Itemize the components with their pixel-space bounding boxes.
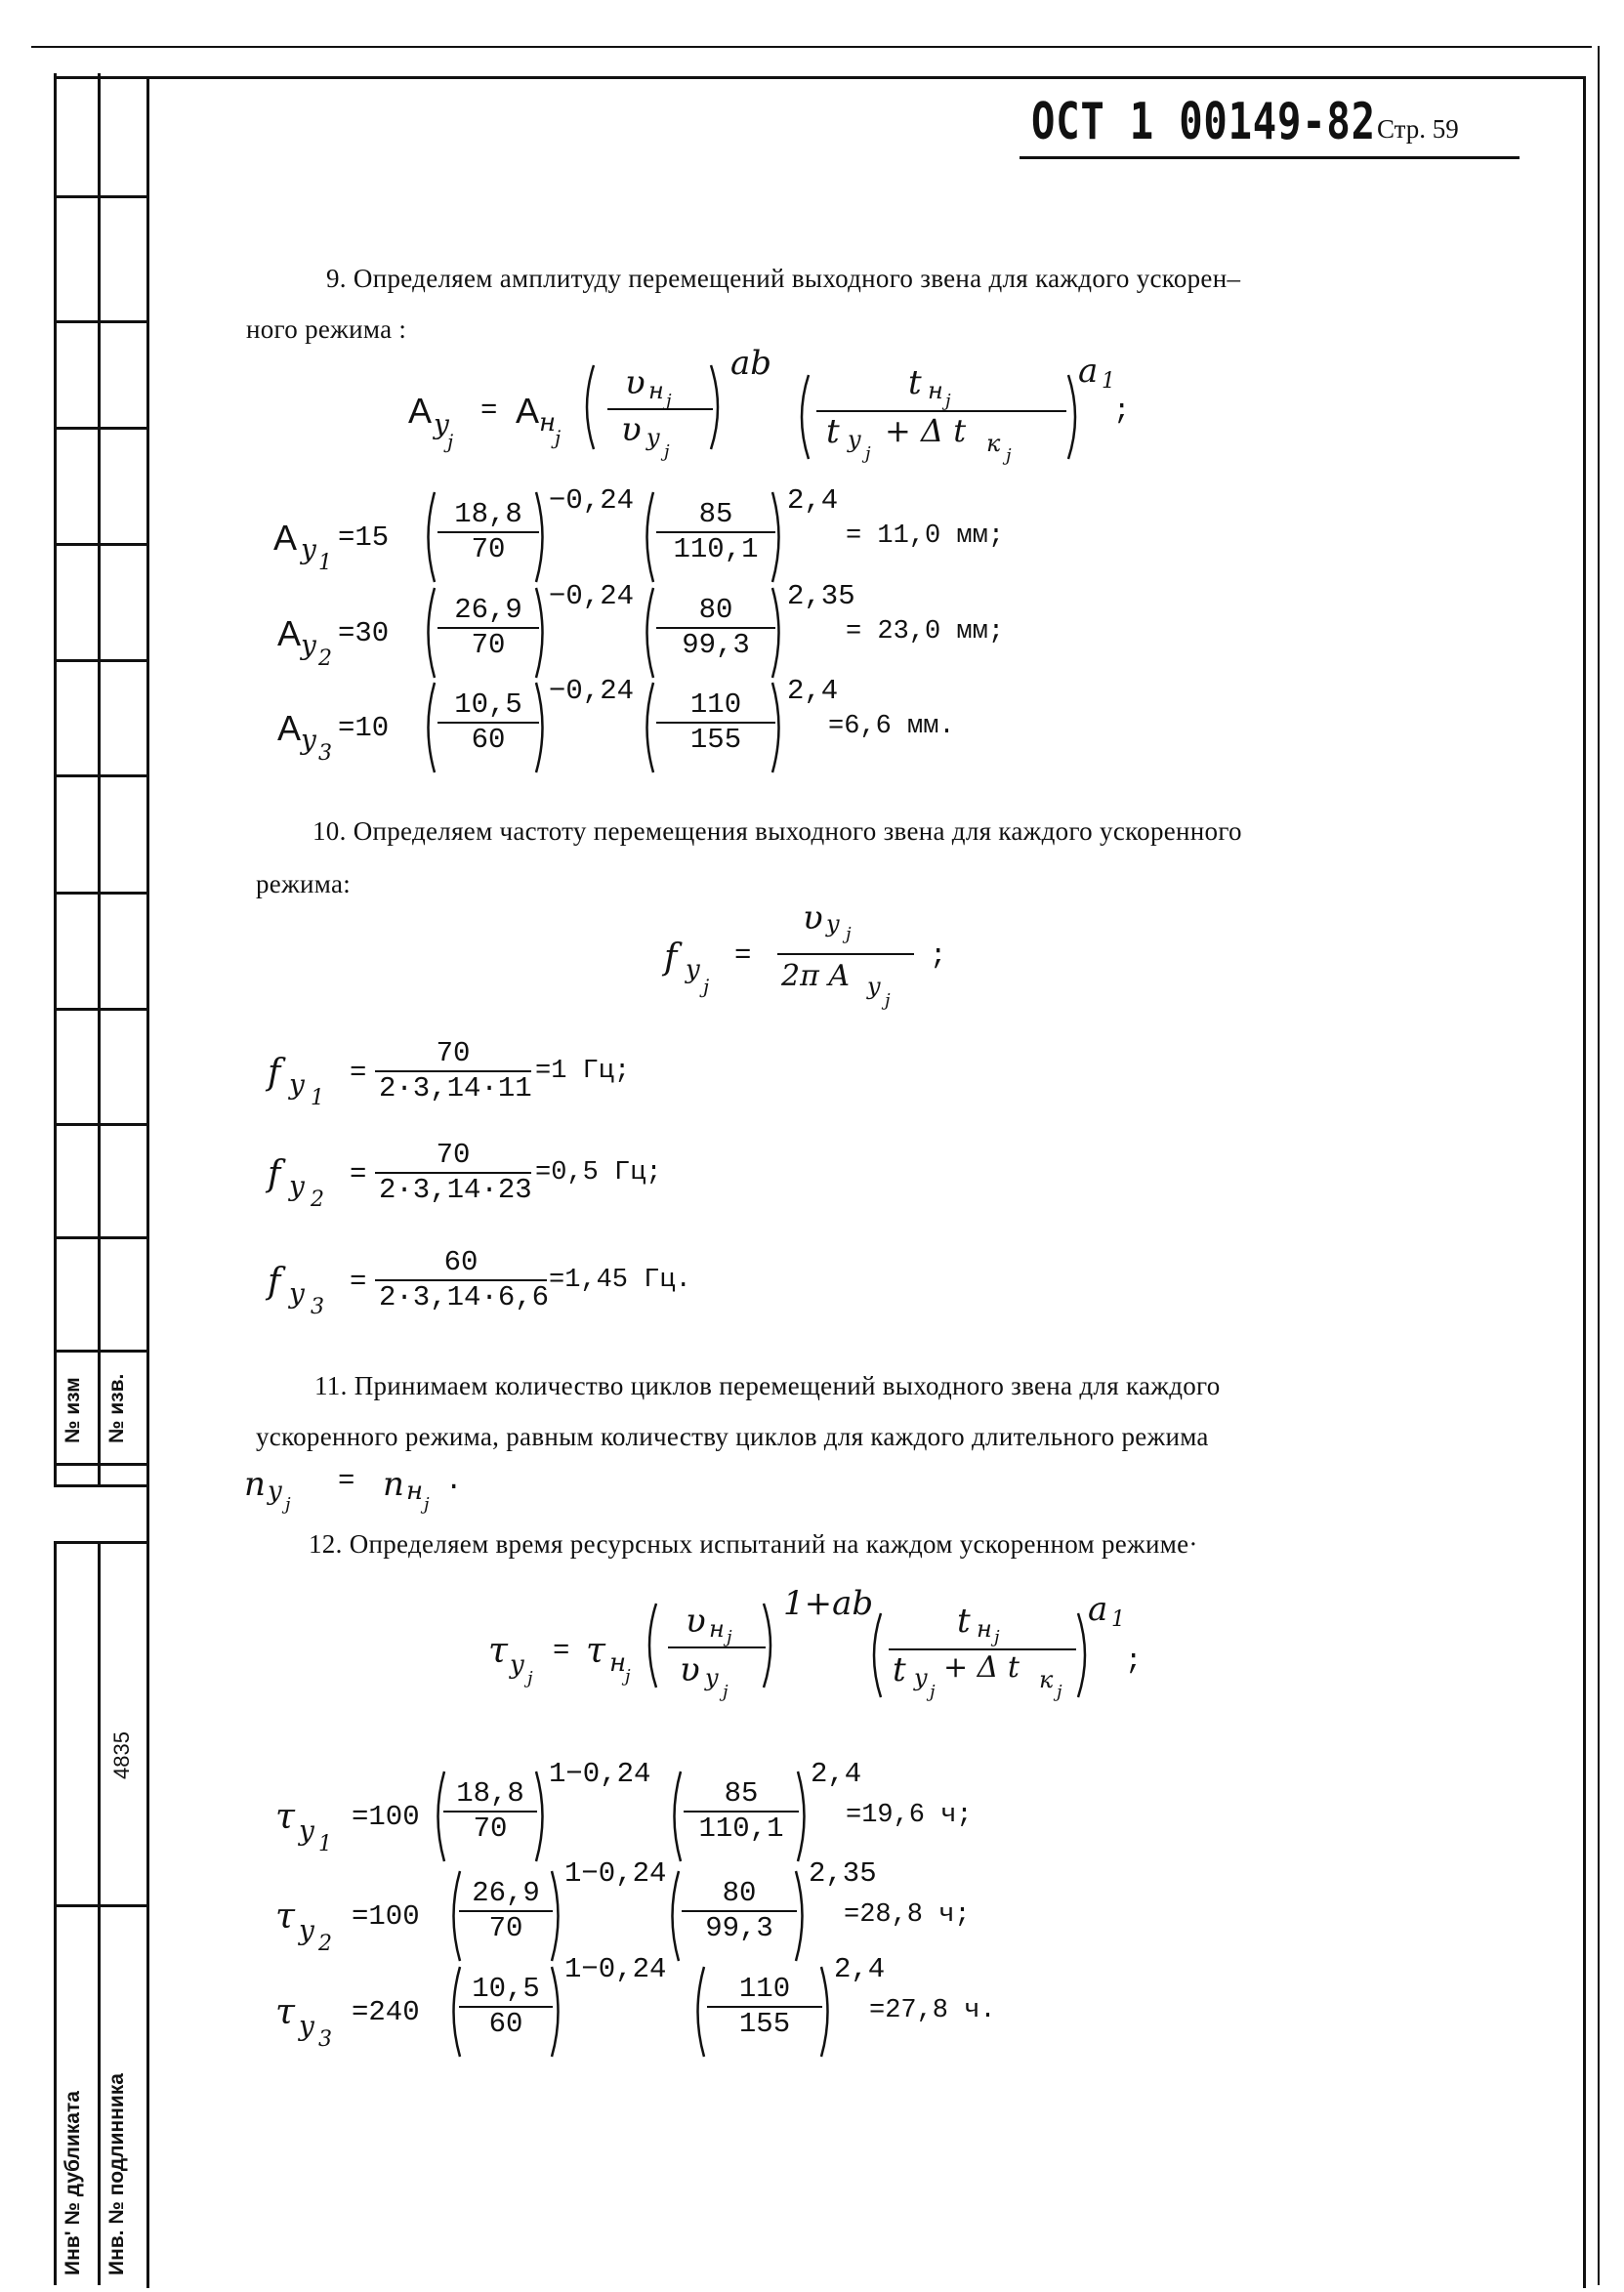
left-paren (420, 490, 437, 584)
row-index: 2 (318, 646, 332, 671)
row-coefficient: =10 (338, 712, 390, 744)
fraction (375, 1037, 531, 1105)
side-orig-number: 4835 (109, 1731, 134, 1779)
fraction-denominator: 110,1 (673, 533, 759, 565)
fraction-numerator: 80 (682, 1877, 797, 1912)
margin-row-line (54, 774, 146, 777)
fraction-denominator: 60 (471, 724, 506, 756)
margin-gap (54, 1484, 146, 1541)
margin-row-line (54, 1904, 146, 1907)
fraction-2 (656, 498, 775, 566)
exponent-1: −0,24 (549, 580, 635, 612)
row-result: =28,8 ч; (844, 1900, 971, 1930)
fraction-1 (443, 1777, 537, 1846)
fraction-denominator: 110,1 (698, 1813, 784, 1845)
row-symbol: A (273, 518, 298, 558)
fraction-numerator: 70 (375, 1139, 531, 1174)
row-symbol: f (268, 1262, 281, 1302)
row-result: =19,6 ч; (846, 1801, 973, 1830)
left-paren (578, 363, 598, 451)
row-symbol: f (268, 1053, 281, 1093)
fraction-2 (656, 594, 775, 662)
left-paren (641, 1602, 660, 1689)
right-paren (770, 586, 787, 680)
margin-row-line (54, 543, 146, 546)
fraction-denominator: 2·3,14·11 (379, 1072, 532, 1104)
row-subscript: y (299, 2010, 314, 2042)
exponent-1: −0,24 (549, 675, 635, 707)
page-number: Стр. 59 (1377, 114, 1459, 144)
right-paren (707, 363, 727, 451)
row-result: =0,5 Гц; (535, 1158, 662, 1188)
fraction-1 (459, 1973, 553, 2041)
p11-line2: ускоренного режима, равным количеству циклов для каждого длительного режима (256, 1422, 1209, 1451)
header-underline (1020, 156, 1520, 159)
row-index: 1 (318, 1832, 332, 1856)
margin-row-line (54, 1008, 146, 1011)
fraction-numerator: 60 (375, 1246, 547, 1281)
p9-line2: ного режима : (246, 314, 407, 344)
standard-number: ОСТ 1 00149-82 (1031, 93, 1376, 151)
fraction-denominator: 70 (471, 629, 506, 661)
fraction-1 (437, 498, 539, 566)
row-coefficient: =15 (338, 521, 390, 554)
fraction-denominator: 70 (473, 1813, 508, 1845)
fraction-bar (777, 953, 914, 955)
margin-row-line (54, 1236, 146, 1239)
fraction-numerator: 10,5 (437, 688, 539, 724)
outer-right-rule (1598, 46, 1600, 2285)
fraction-denominator: 99,3 (705, 1912, 773, 1944)
fraction-1 (459, 1877, 553, 1945)
row-symbol: A (277, 613, 302, 653)
fraction-1 (437, 594, 539, 662)
fraction-denominator: 155 (738, 2008, 791, 2040)
fraction-numerator: 10,5 (459, 1973, 553, 2008)
left-paren (639, 490, 656, 584)
exponent-2: 2,4 (787, 484, 839, 517)
p10-line1: 10. Определяем частоту перемещения выходного звена для каждого ускоренного (312, 816, 1242, 846)
exponent-2: 2,35 (809, 1857, 877, 1890)
row-coefficient: =30 (338, 617, 390, 649)
row-equals: = (350, 1158, 367, 1190)
row-coefficient: =100 (352, 1900, 420, 1933)
margin-row-line (54, 1350, 146, 1353)
fraction-denominator: 60 (488, 2008, 523, 2040)
exponent-1: 1−0,24 (549, 1758, 651, 1790)
left-paren (865, 1611, 885, 1699)
margin-row-line (54, 1463, 146, 1466)
fraction (375, 1139, 531, 1207)
p12-line1: 12. Определяем время ресурсных испытаний на каждом ускоренном режиме· (309, 1529, 1198, 1559)
left-paren (420, 586, 437, 680)
margin-row-line (54, 1541, 146, 1544)
fraction-denominator: 70 (471, 533, 506, 565)
fraction-numerator: 85 (656, 498, 775, 533)
top-rule (31, 46, 1592, 48)
fraction-numerator: 70 (375, 1037, 531, 1072)
row-subscript: y (299, 1914, 314, 1946)
margin-row-line (54, 659, 146, 662)
row-subscript: y (289, 1068, 305, 1101)
row-result: =1,45 Гц. (549, 1266, 691, 1295)
row-result: =27,8 ч. (869, 1996, 996, 2025)
fraction-2 (707, 1973, 822, 2041)
fraction-numerator: 26,9 (437, 594, 539, 629)
fraction-numerator: 26,9 (459, 1877, 553, 1912)
row-subscript: y (301, 724, 316, 756)
fraction-2 (656, 688, 775, 757)
fraction-2 (684, 1777, 799, 1846)
fraction-numerator: 110 (707, 1973, 822, 2008)
row-result: = 23,0 мм; (846, 617, 1005, 646)
fraction-denominator: 155 (689, 724, 742, 756)
row-index: 2 (311, 1188, 324, 1212)
row-coefficient: =240 (352, 1996, 420, 2028)
row-index: 1 (318, 551, 332, 575)
left-paren (420, 681, 437, 774)
fraction (375, 1246, 550, 1314)
fraction-numerator: 110 (656, 688, 775, 724)
left-paren (639, 681, 656, 774)
row-result: = 11,0 мм; (846, 521, 1005, 551)
p10-line2: режима: (256, 869, 352, 898)
row-subscript: y (301, 629, 316, 661)
row-symbol: τ (275, 1896, 295, 1937)
margin-line-middle (98, 73, 101, 2285)
side-label-izv: № изв. (105, 1373, 128, 1443)
row-index: 3 (318, 741, 332, 766)
row-equals: = (350, 1266, 367, 1298)
exponent-1: −0,24 (549, 484, 635, 517)
left-paren (689, 1965, 707, 2059)
exponent-2: 2,4 (787, 675, 839, 707)
fraction-denominator: 2·3,14·6,6 (379, 1281, 550, 1313)
row-result: =6,6 мм. (828, 712, 955, 741)
side-label-dup: Инв' № дубликата (62, 2091, 84, 2275)
left-paren (666, 1770, 684, 1863)
exponent-1: 1−0,24 (564, 1857, 667, 1890)
left-paren (639, 586, 656, 680)
fraction-numerator: 18,8 (437, 498, 539, 533)
margin-line-left (54, 73, 57, 2285)
fraction-2 (682, 1877, 797, 1945)
side-label-orig: Инв. № подлинника (105, 2073, 128, 2275)
row-coefficient: =100 (352, 1801, 420, 1833)
margin-row-line (54, 195, 146, 198)
row-subscript: y (299, 1814, 314, 1847)
right-paren (760, 1602, 779, 1689)
fraction-numerator: 80 (656, 594, 775, 629)
p9-line1: 9. Определяем амплитуду перемещений выходного звена для каждого ускорен– (326, 264, 1241, 293)
row-symbol: τ (275, 1992, 295, 2032)
row-subscript: y (289, 1170, 305, 1202)
margin-row-line (54, 320, 146, 323)
row-subscript: y (289, 1277, 305, 1310)
document-page: № изм № изв. Инв' № дубликата Инв. № подлинника 4835 ОСТ 1 00149-82 Стр. 59 9. Определяем амплитуду перемещений выходного звена для каждого ускорен– ного режима : A y j = A н j υ н j υ y j ab t н j t y j + Δ t к j a 1 ; A y 1 =15 $\frac{18,8}{70}$ −0,24 $\frac{85}{110,1}$ 2,4 = 11,0 мм; A y 2 =30 $\frac{26,9}{70}$ −0,24 $\frac{80}{99,3}$ 2,35 = 23,0 мм; A y 3 =10 $\frac{10,5}{60}$ −0,24 $\frac{110}{155}$ 2,4 =6,6 мм. 10. Определяем частоту перемещения выходного звена для каждого ускоренного режима: f y j = υ y j 2π A y j ; f y 1 = $\frac{70}{2\cdot 3,14\cdot 11}$ =1 Гц; f y 2 = $\frac{70}{2\cdot 3,14\cdot 23}$ =0,5 Гц; f y 3 = $\frac{60}{2\cdot 3,14\cdot 6,6}$ =1,45 Гц. 11. Принимаем количество циклов перемещений выходного звена для каждого ускоренного режима, равным количеству циклов для каждого длительного режима n y j = n н j . 12. Определяем время ресурсных испытаний на каждом ускоренном режиме· τ y j = τ н j υ н j υ y j 1+ab t н j t y j + Δ t к j a 1 ; τ y 1 =100 $\frac{18,8}{70}$ 1−0,24 $\frac{85}{110,1}$ 2,4 =19,6 ч; τ y 2 =100 $\frac{26,9}{70}$ 1−0,24 $\frac{80}{99,3}$ 2,35 =28,8 ч; τ y 3 =240 $\frac{10,5}{60}$ 1−0,24 $\frac{110}{155}$ 2,4 =27,8 ч. (0, 0, 1624, 2292)
row-symbol: A (277, 708, 302, 748)
margin-row-line (54, 1484, 146, 1487)
row-equals: = (350, 1057, 367, 1089)
exponent-2: 2,4 (811, 1758, 862, 1790)
row-index: 3 (318, 2027, 332, 2052)
row-result: =1 Гц; (535, 1057, 631, 1086)
exponent-2: 2,35 (787, 580, 855, 612)
exponent-2: 2,4 (834, 1953, 886, 1985)
p11-line1: 11. Принимаем количество циклов перемещений выходного звена для каждого (314, 1371, 1221, 1400)
fraction-bar (668, 1646, 766, 1648)
margin-row-line (54, 892, 146, 895)
row-symbol: f (268, 1154, 281, 1194)
fraction-numerator: 18,8 (443, 1777, 537, 1813)
right-paren (770, 490, 787, 584)
side-label-izm: № изм (62, 1377, 84, 1443)
exponent-1: 1−0,24 (564, 1953, 667, 1985)
right-paren (770, 681, 787, 774)
fraction-denominator: 2·3,14·23 (379, 1174, 532, 1206)
margin-row-line (54, 1123, 146, 1126)
fraction-denominator: 99,3 (682, 629, 750, 661)
row-index: 2 (318, 1932, 332, 1956)
left-paren (664, 1869, 682, 1963)
fraction-1 (437, 688, 539, 757)
fraction-denominator: 70 (488, 1912, 523, 1944)
row-index: 3 (311, 1295, 324, 1319)
fraction-numerator: 85 (684, 1777, 799, 1813)
left-paren (793, 373, 812, 461)
margin-row-line (54, 427, 146, 430)
margin-row-line (54, 76, 146, 79)
row-index: 1 (311, 1086, 324, 1110)
row-subscript: y (301, 533, 316, 565)
row-symbol: τ (275, 1797, 295, 1837)
